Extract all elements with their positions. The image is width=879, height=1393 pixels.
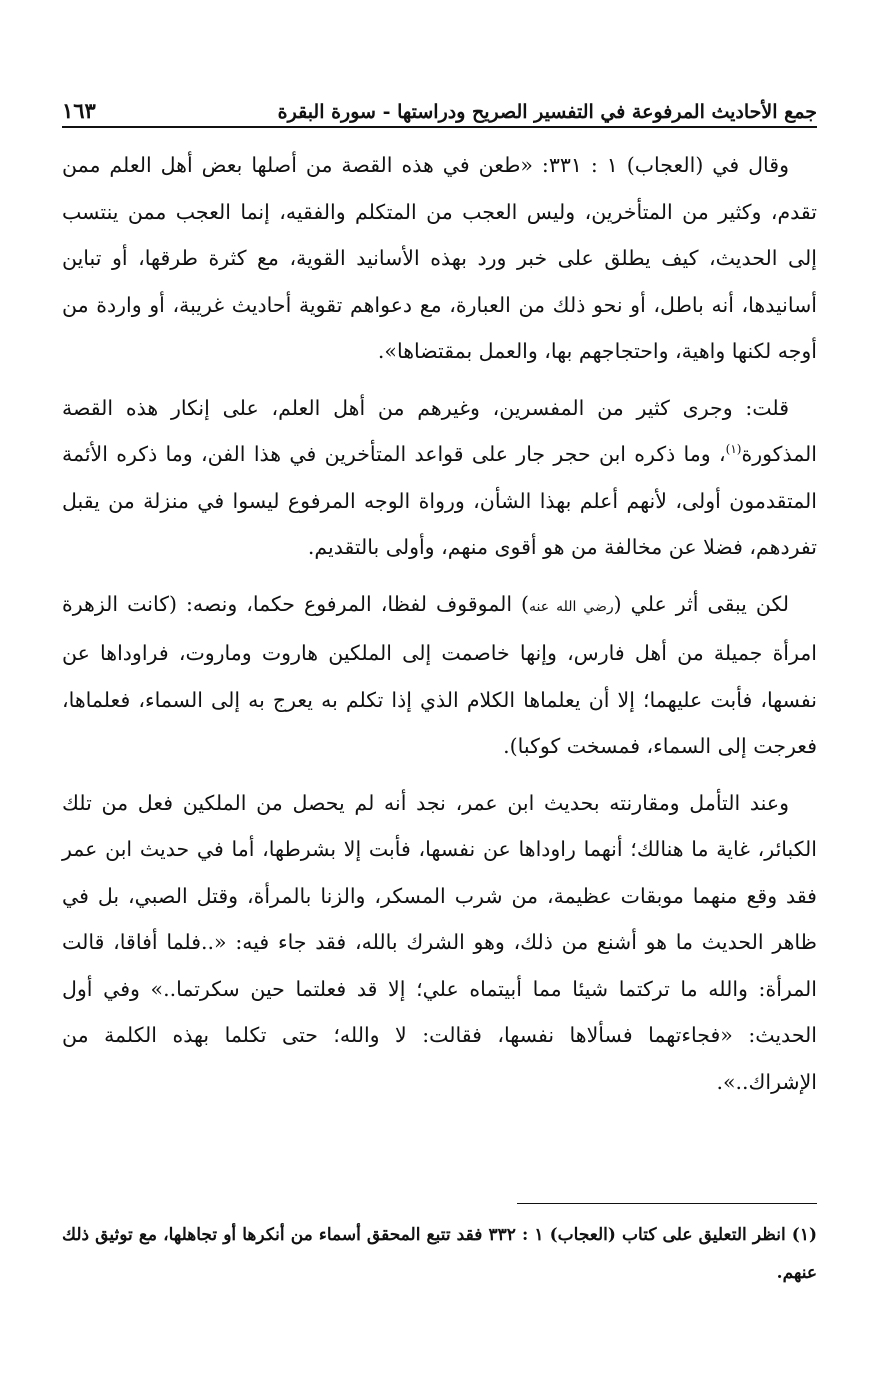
paragraph-1: وقال في (العجاب) ١ : ٣٣١: «طعن في هذه القصة من أصلها بعض أهل العلم ممن تقدم، وكثير من المتأخرين، وليس العجب من المتكلم والفقيه، إنما العجب ممن ينتسب إلى الحديث، كيف يطلق على خبر ورد بهذه الأسانيد القوية، مع كثرة طرقها، أو تباين أسانيدها، أنه باطل، أو نحو ذلك من العبارة، مع دعواهم تقوية أحاديث غريبة، أو واردة من أوجه لكنها واهية، واحتجاجهم بها، والعمل بمقتضاها».: [62, 153, 817, 363]
footnote-reference[interactable]: (١): [725, 442, 742, 457]
honorific-glyph: رضي الله عنه: [529, 598, 614, 615]
paragraph-2-after: ، وما ذكره ابن حجر جار على قواعد المتأخرين في هذا الفن، وما ذكره الأئمة المتقدمون أولى، لأنهم أعلم بهذا الشأن، ورواة الوجه المرفوع ليسوا في منزلة من يقبل تفردهم، فضلا عن مخالفة من هو أقوى منهم، وأولى بالتقديم.: [62, 442, 817, 559]
running-title: جمع الأحاديث المرفوعة في التفسير الصريح ودراستها - سورة البقرة: [277, 101, 817, 123]
running-header: [62, 92, 817, 128]
paragraph-2-before: قلت: وجرى كثير من المفسرين، وغيرهم من أهل العلم، على إنكار هذه القصة المذكورة: [62, 395, 817, 466]
paragraph-3: لكن يبقى أثر علي (رضي الله عنه) الموقوف لفظا، المرفوع حكما، ونصه: (كانت الزهرة امرأة جميلة من أهل فارس، وإنها خاصمت إلى الملكين هاروت وماروت، فراوداها عن نفسها، فأبت عليهما؛ إلا أن يعلماها الكلام الذي إذا تكلم به يعرج به إلى السماء، فعلماها، فعرجت إلى السماء، فمسخت كوكبا).: [62, 591, 817, 758]
paragraph-3-before: لكن يبقى أثر علي: [630, 591, 790, 616]
main-text: [62, 142, 817, 1115]
footnote: (١) انظر التعليق على كتاب (العجاب) ١ : ٣٣٢ فقد تتبع المحقق أسماء من أنكرها أو تجاهلها، مع توثيق ذلك عنهم.: [62, 1225, 818, 1283]
paragraph-4: وعند التأمل ومقارنته بحديث ابن عمر، نجد أنه لم يحصل من الملكين فعل من تلك الكبائر، غاية ما هنالك؛ أنهما راوداها عن نفسها، فأبت إلا بشرطها، أما في حديث ابن عمر فقد وقع منهما موبقات عظيمة، من شرب المسكر، والزنا بالمرأة، وقتل الصبي، بل في ظاهر الحديث ما هو أشنع من ذلك، وهو الشرك بالله، فقد جاء فيه: «..فلما أفاقا، قالت المرأة: والله ما تركتما شيئا مما أبيتماه علي؛ إلا قد فعلتما حين سكرتما..» وفي أول الحديث: «فجاءتهما فسألاها نفسها، فقالت: لا والله؛ حتى تكلما بهذه الكلمة من الإشراك..».: [62, 790, 817, 1094]
paragraph-3-after: الموقوف لفظا، المرفوع حكما، ونصه: (كانت الزهرة امرأة جميلة من أهل فارس، وإنها خاصمت إلى الملكين هاروت وماروت، فراوداها عن نفسها، فأبت عليهما؛ إلا أن يعلماها الكلام الذي إذا تكلم به يعرج به إلى السماء، فعلماها، فعرجت إلى السماء، فمسخت كوكبا).: [62, 591, 817, 758]
paragraph-2: [62, 385, 817, 571]
footnote-separator: [517, 1203, 817, 1204]
page-number: ١٦٣: [62, 98, 96, 123]
